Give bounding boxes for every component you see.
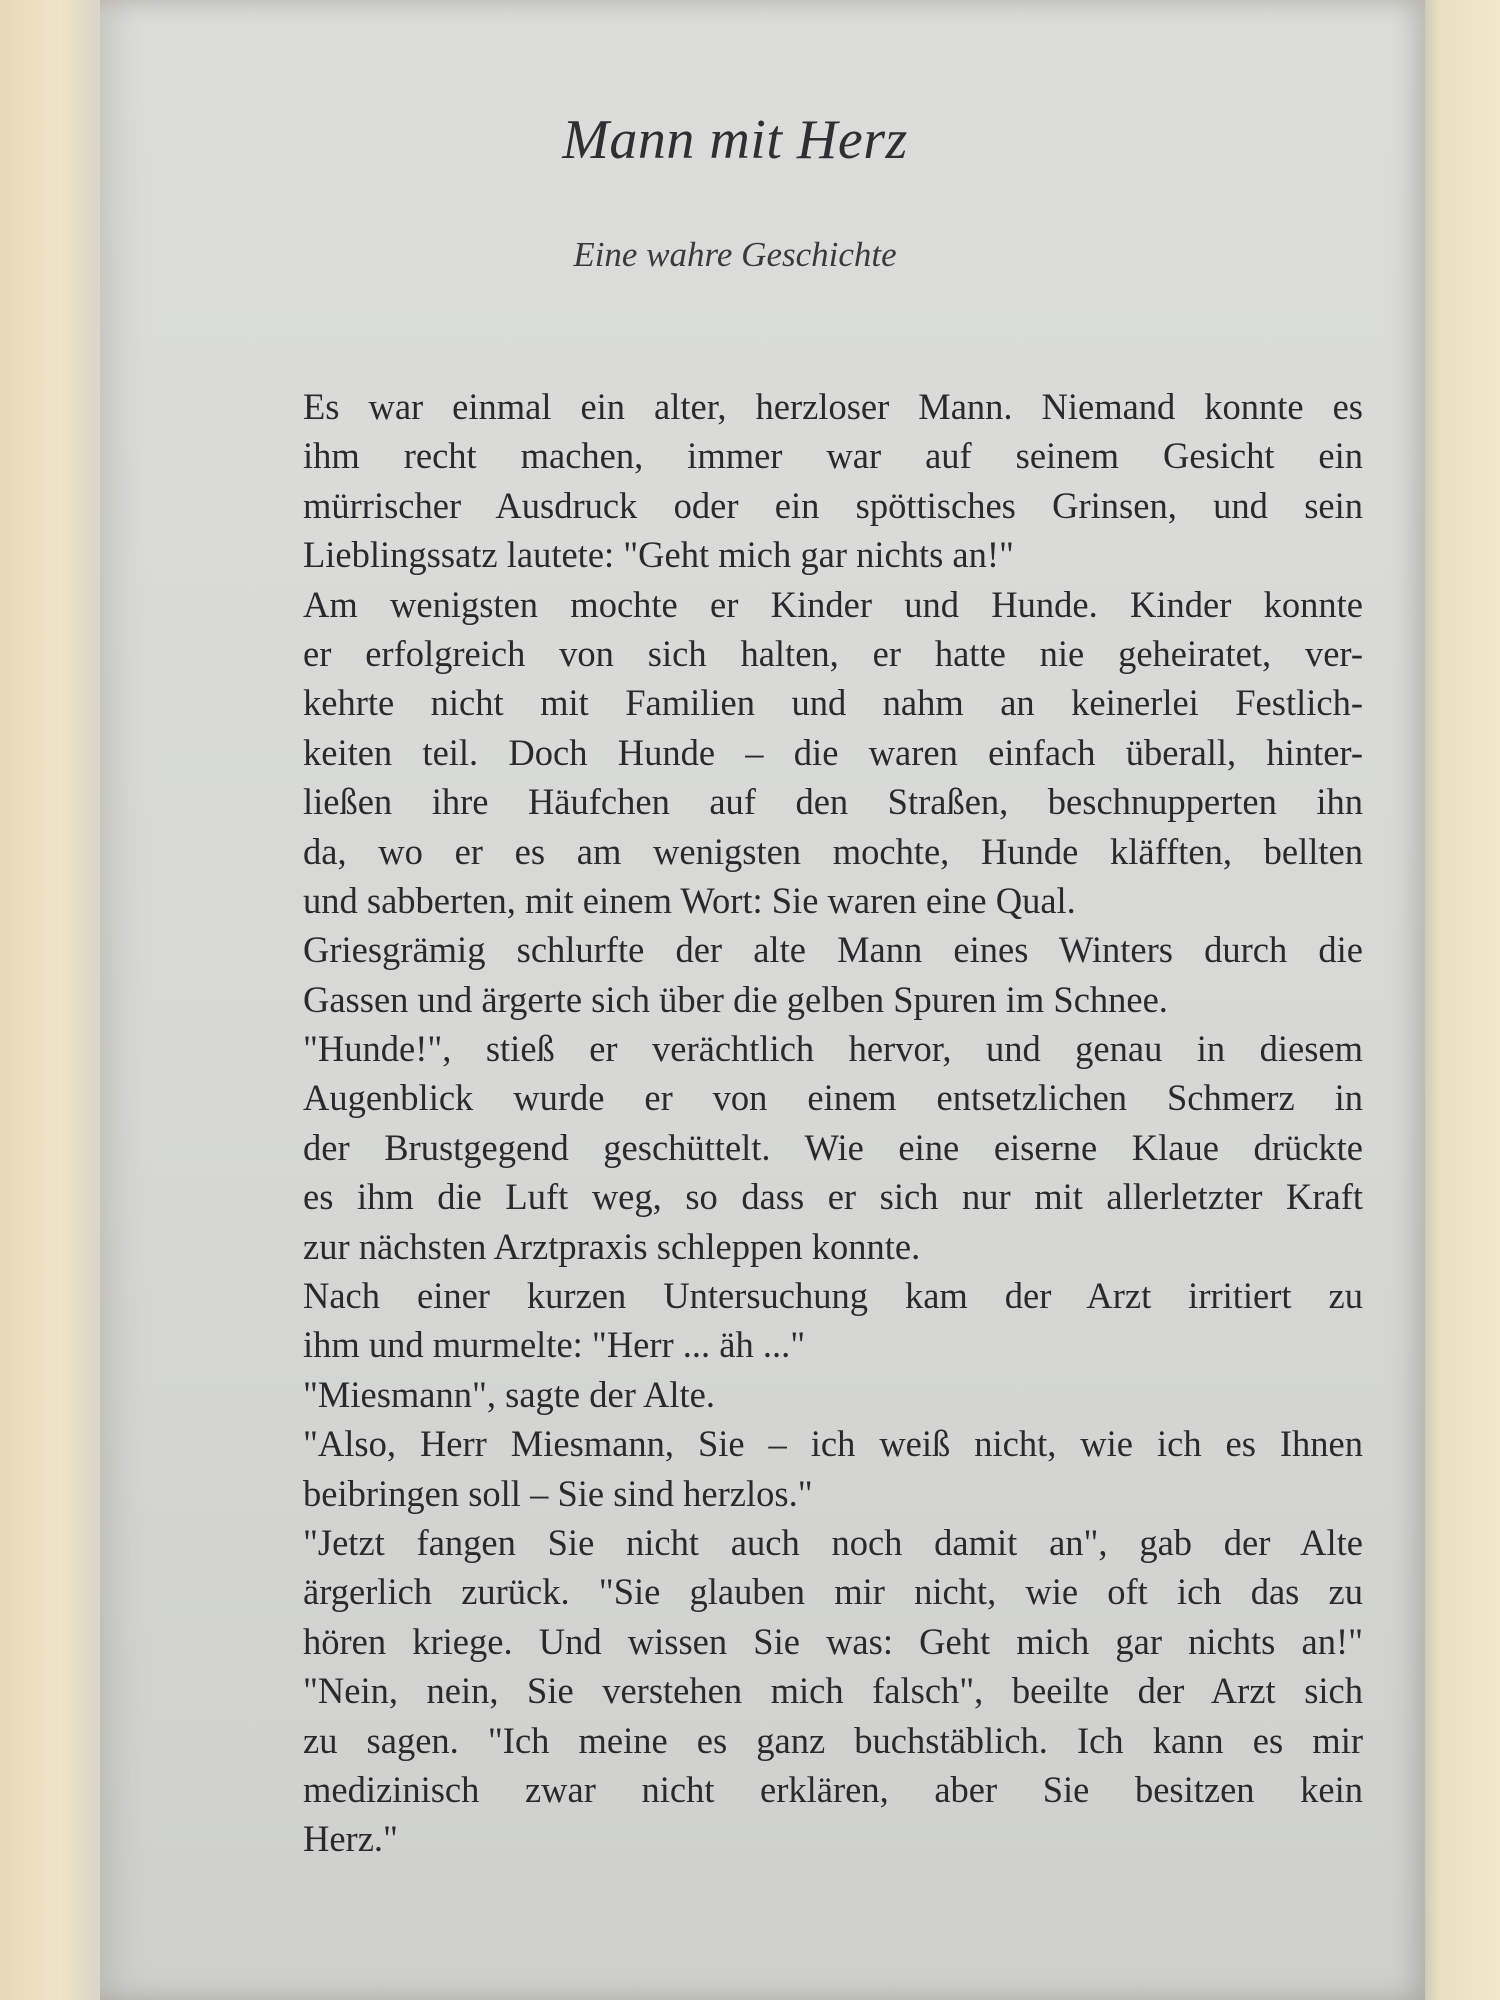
text-line: Gassen und ärgerte sich über die gelben Spuren im Schnee. — [303, 978, 1168, 1020]
text-line: mürrischer Ausdruck oder ein spöttisches Grinsen, und sein — [303, 484, 1363, 526]
text-line: Augenblick wurde er von einem entsetzlichen Schmerz in — [303, 1077, 1363, 1119]
text-line: zu sagen. "Ich meine es ganz buchstäblich. Ich kann es mir — [303, 1719, 1363, 1761]
text-line: Nach einer kurzen Untersuchung kam der Arzt irritiert zu — [303, 1275, 1363, 1317]
text-line: er erfolgreich von sich halten, er hatte nie geheiratet, ver- — [303, 632, 1363, 674]
text-line: hören kriege. Und wissen Sie was: Geht mich gar nichts an!" — [303, 1620, 1363, 1662]
text-line: Am wenigsten mochte er Kinder und Hunde. Kinder konnte — [303, 583, 1363, 625]
text-line: beibringen soll – Sie sind herzlos." — [303, 1472, 813, 1514]
text-line: zur nächsten Arztpraxis schleppen konnte. — [303, 1225, 921, 1267]
text-line: ließen ihre Häufchen auf den Straßen, beschnupperten ihn — [303, 781, 1363, 823]
text-line: "Jetzt fangen Sie nicht auch noch damit an", gab der Alte — [303, 1521, 1363, 1563]
book-page — [100, 0, 1425, 2000]
text-line: ihm und murmelte: "Herr ... äh ..." — [303, 1324, 806, 1366]
text-line: "Miesmann", sagte der Alte. — [303, 1373, 715, 1415]
text-line: "Also, Herr Miesmann, Sie – ich weiß nicht, wie ich es Ihnen — [303, 1423, 1363, 1465]
text-line: Herz." — [303, 1818, 398, 1860]
text-line: ihm recht machen, immer war auf seinem Gesicht ein — [303, 435, 1363, 477]
text-line: der Brustgegend geschüttelt. Wie eine eiserne Klaue drückte — [303, 1126, 1363, 1168]
text-line: Griesgrämig schlurfte der alte Mann eines Winters durch die — [303, 929, 1363, 971]
text-line: es ihm die Luft weg, so dass er sich nur mit allerletzter Kraft — [303, 1176, 1363, 1218]
text-line: Es war einmal ein alter, herzloser Mann. Niemand konnte es — [303, 386, 1363, 427]
text-line: "Hunde!", stieß er verächtlich hervor, und genau in diesem — [303, 1028, 1363, 1070]
text-line: und sabberten, mit einem Wort: Sie waren eine Qual. — [303, 879, 1076, 921]
chapter-subtitle: Eine wahre Geschichte — [573, 235, 897, 274]
text-line: ärgerlich zurück. "Sie glauben mir nicht, wie oft ich das zu — [303, 1571, 1363, 1613]
text-line: da, wo er es am wenigsten mochte, Hunde kläfften, bellten — [303, 830, 1363, 872]
text-line: Lieblingssatz lautete: "Geht mich gar nichts an!" — [303, 534, 1014, 576]
story-text — [303, 382, 1363, 1864]
text-line: kehrte nicht mit Familien und nahm an keinerlei Festlich- — [303, 682, 1363, 724]
text-line: medizinisch zwar nicht erklären, aber Sie besitzen kein — [303, 1768, 1363, 1810]
text-line: keiten teil. Doch Hunde – die waren einfach überall, hinter- — [303, 731, 1363, 773]
chapter-title: Mann mit Herz — [562, 109, 908, 171]
text-line: "Nein, nein, Sie verstehen mich falsch", beeilte der Arzt sich — [303, 1670, 1363, 1712]
